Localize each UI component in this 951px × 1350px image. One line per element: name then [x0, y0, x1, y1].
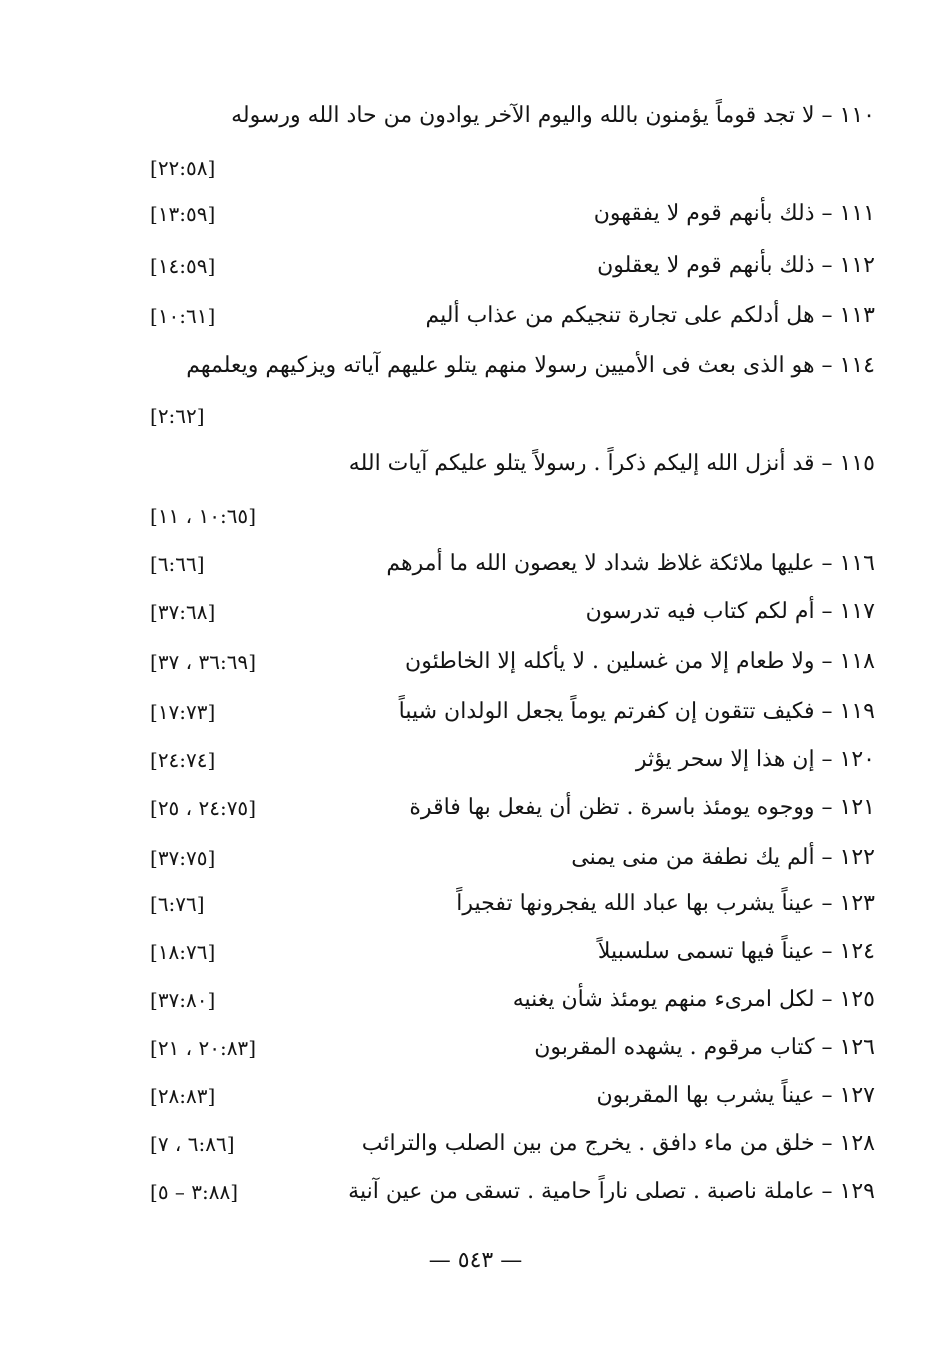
verse-reference: [٣٧:٧٥]: [150, 846, 216, 870]
verse-text: ١١٧ – أم لكم كتاب فيه تدرسون: [585, 599, 875, 624]
verse-text: ١٢٥ – لكل امرىء منهم يومئذ شأن يغنيه: [512, 987, 875, 1012]
verse-text: ١٢٧ – عيناً يشرب بها المقربون: [596, 1083, 875, 1108]
verse-text: ١١٠ – لا تجد قوماً يؤمنون بالله واليوم الآخر يوادون من حاد الله ورسوله: [231, 103, 875, 128]
page-number: — ٥٤٣ —: [428, 1248, 523, 1273]
verse-reference: [١٨:٧٦]: [150, 940, 216, 964]
verse-reference: [٢٢:٥٨]: [150, 156, 216, 180]
verse-text: ١١١ – ذلك بأنهم قوم لا يفقهون: [593, 201, 875, 226]
verse-text: ١٢٦ – كتاب مرقوم . يشهده المقربون: [534, 1035, 875, 1060]
verse-text: ١٢٤ – عيناً فيها تسمى سلسبيلاً: [597, 939, 875, 964]
entry-line: [150, 298, 875, 334]
verse-reference: [٣٧:٦٨]: [150, 600, 216, 624]
entry-line: [150, 694, 875, 730]
verse-text: ١١٦ – عليها ملائكة غلاظ شداد لا يعصون الله ما أمرهم: [386, 551, 875, 576]
entry-line: [150, 1078, 875, 1114]
verse-reference: [٣٧:٨٠]: [150, 988, 216, 1012]
entry-line: [150, 98, 875, 134]
entry-line: [150, 498, 875, 534]
entry-line: [150, 1174, 875, 1210]
verse-text: ١٢٨ – خلق من ماء دافق . يخرج من بين الصلب والترائب: [361, 1131, 875, 1156]
verse-text: ١١٩ – فكيف تتقون إن كفرتم يوماً يجعل الولدان شيباً: [398, 699, 875, 724]
entry-line: [150, 398, 875, 434]
entry-line: [150, 196, 875, 232]
verse-reference: [٢:٦٢]: [150, 404, 205, 428]
entry-line: [150, 546, 875, 582]
verse-reference: [١٠:٦٥ ، ١١]: [150, 504, 256, 528]
verse-text: ١١٣ – هل أدلكم على تجارة تنجيكم من عذاب أليم: [425, 303, 875, 328]
entry-line: [150, 594, 875, 630]
entry-line: [150, 1126, 875, 1162]
verse-reference: [٢٨:٨٣]: [150, 1084, 216, 1108]
verse-text: ١١٥ – قد أنزل الله إليكم ذكراً . رسولاً يتلو عليكم آيات الله: [348, 451, 875, 476]
entry-line: [150, 982, 875, 1018]
entry-line: [150, 886, 875, 922]
verse-reference: [٣٦:٦٩ ، ٣٧]: [150, 650, 256, 674]
entry-line: [150, 790, 875, 826]
verse-text: ١١٤ – هو الذى بعث فى الأميين رسولا منهم يتلو عليهم آياته ويزكيهم ويعلمهم: [186, 353, 875, 378]
verse-reference: [٦:٦٦]: [150, 552, 205, 576]
verse-reference: [١٤:٥٩]: [150, 254, 216, 278]
verse-text: ١٢٩ – عاملة ناصبة . تصلى ناراً حامية . تسقى من عين آنية: [348, 1179, 875, 1204]
verse-text: ١٢٠ – إن هذا إلا سحر يؤثر: [635, 747, 875, 772]
entry-line: [150, 742, 875, 778]
entry-line: [150, 934, 875, 970]
entry-line: [150, 1030, 875, 1066]
verse-reference: [٢٤:٧٥ ، ٢٥]: [150, 796, 256, 820]
verse-reference: [٦:٨٦ ، ٧]: [150, 1132, 235, 1156]
verse-reference: [١٠:٦١]: [150, 304, 216, 328]
entry-line: [150, 644, 875, 680]
verse-text: ١١٨ – ولا طعام إلا من غسلين . لا يأكله إلا الخاطئون: [405, 649, 875, 674]
verse-reference: [٦:٧٦]: [150, 892, 205, 916]
verse-reference: [٢٤:٧٤]: [150, 748, 216, 772]
verse-reference: [١٧:٧٣]: [150, 700, 216, 724]
verse-text: ١١٢ – ذلك بأنهم قوم لا يعقلون: [597, 253, 875, 278]
verse-text: ١٢٢ – ألم يك نطفة من منى يمنى: [571, 845, 875, 870]
verse-text: ١٢١ – ووجوه يومئذ باسرة . تظن أن يفعل بها فاقرة: [409, 795, 875, 820]
entry-line: [150, 446, 875, 482]
verse-text: ١٢٣ – عيناً يشرب بها عباد الله يفجرونها تفجيراً: [456, 891, 875, 916]
entry-line: [150, 348, 875, 384]
entry-line: [150, 248, 875, 284]
verse-reference: [٢٠:٨٣ ، ٢١]: [150, 1036, 256, 1060]
entry-line: [150, 840, 875, 876]
entry-line: [150, 150, 875, 186]
verse-reference: [١٣:٥٩]: [150, 202, 216, 226]
verse-reference: [٣:٨٨ – ٥]: [150, 1180, 239, 1204]
